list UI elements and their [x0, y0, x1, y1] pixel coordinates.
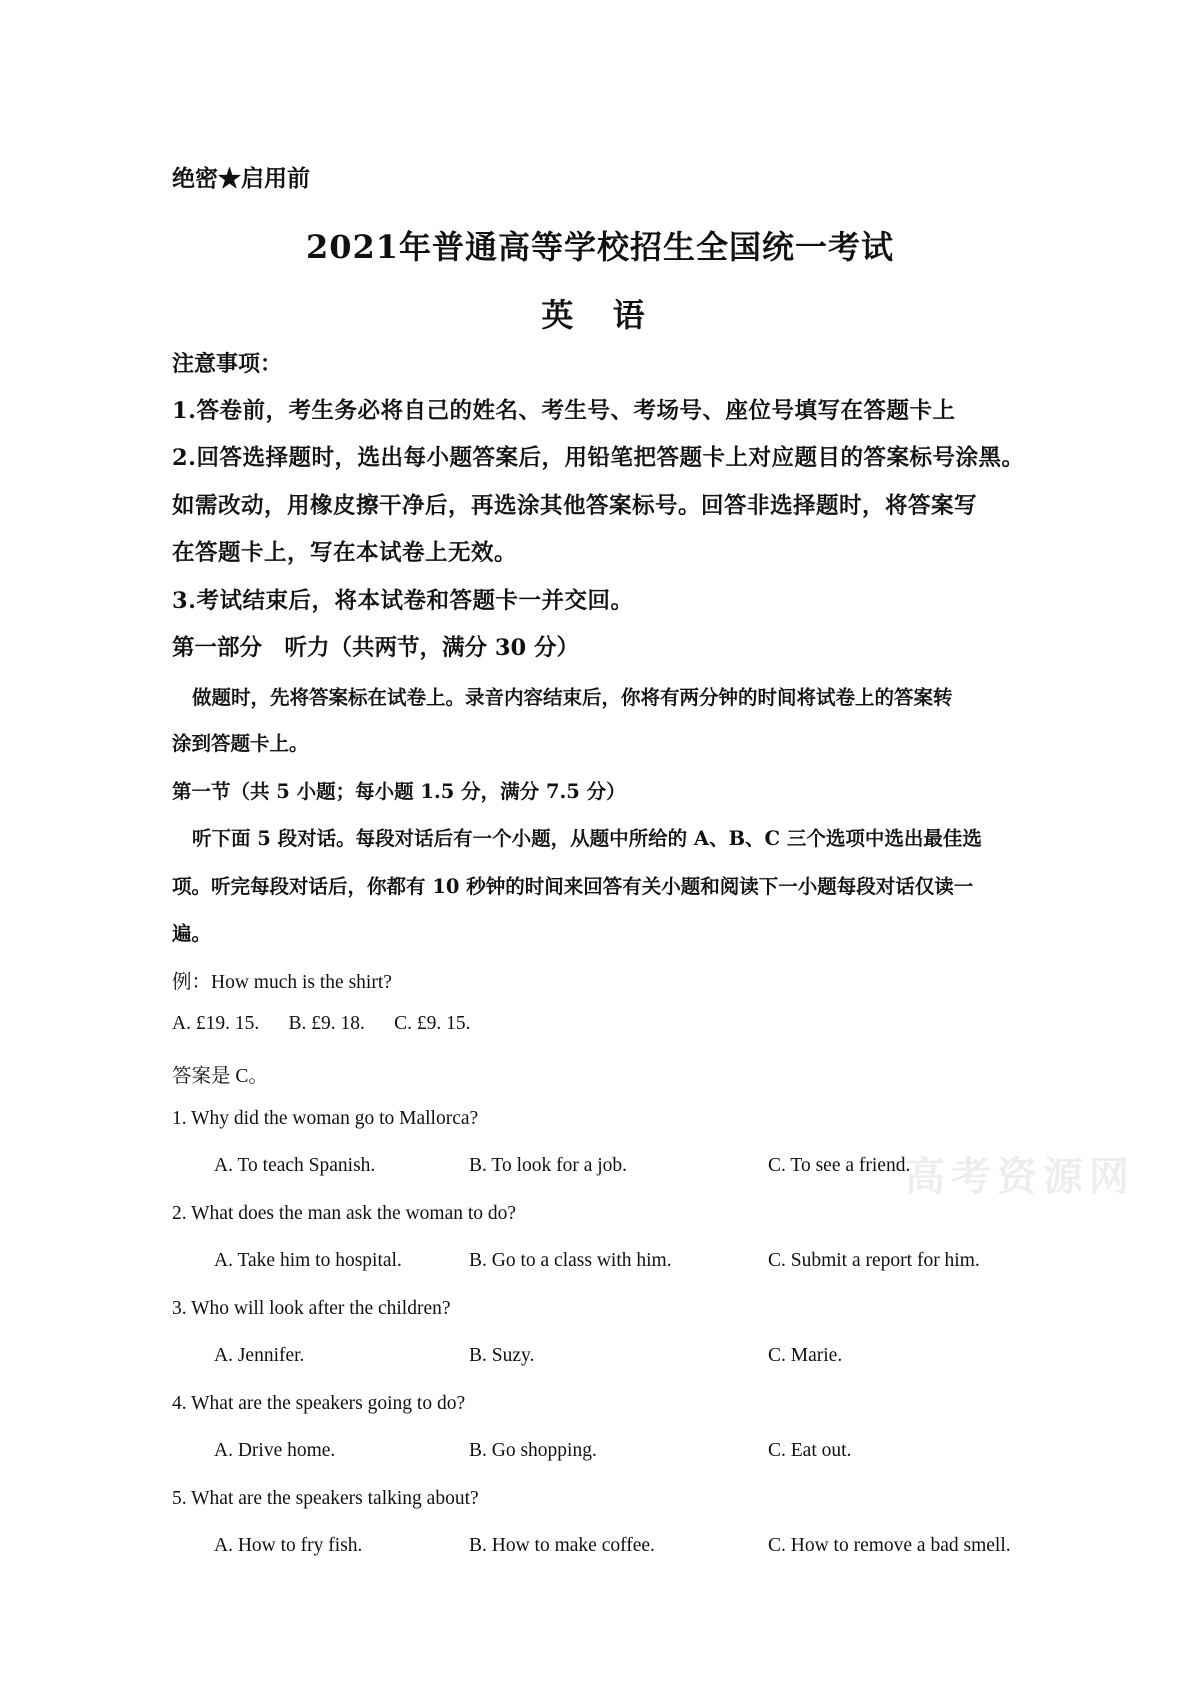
- q1-option-b: B. To look for a job.: [469, 1155, 628, 1176]
- example-options: A. £19. 15. B. £9. 18. C. £9. 15.: [172, 1013, 471, 1034]
- q3-option-b: B. Suzy.: [469, 1345, 535, 1366]
- q3-option-c: C. Marie.: [768, 1345, 843, 1366]
- section-heading: 第一节（共 5 小题；每小题 1.5 分，满分 7.5 分）: [172, 780, 626, 803]
- section-intro-line1: 听下面 5 段对话。每段对话后有一个小题，从题中所给的 A、B、C 三个选项中选出最佳选: [192, 827, 982, 850]
- part-heading: 第一部分 听力（共两节，满分 30 分）: [172, 635, 579, 661]
- question-3: 3. Who will look after the children?: [172, 1298, 451, 1319]
- notice-heading: 注意事项：: [172, 351, 283, 377]
- notice-item-3: 3.考试结束后，将本试卷和答题卡一并交回。: [172, 588, 634, 614]
- notice-item-2-cont: 如需改动，用橡皮擦干净后，再选涂其他答案标号。回答非选择题时，将答案写: [172, 493, 978, 519]
- example-answer: 答案是 C。: [172, 1066, 268, 1087]
- q2-option-b: B. Go to a class with him.: [469, 1250, 672, 1271]
- q1-option-a: A. To teach Spanish.: [214, 1155, 376, 1176]
- q4-option-b: B. Go shopping.: [469, 1440, 597, 1461]
- section-intro-line3: 遍。: [172, 922, 212, 945]
- q1-option-c: C. To see a friend.: [768, 1155, 911, 1176]
- q3-option-a: A. Jennifer.: [214, 1345, 305, 1366]
- part-intro-line2: 涂到答题卡上。: [172, 732, 309, 755]
- q4-option-c: C. Eat out.: [768, 1440, 852, 1461]
- subject-title: 英 语: [541, 296, 659, 334]
- q2-option-a: A. Take him to hospital.: [214, 1250, 402, 1271]
- example-question: 例：How much is the shirt?: [172, 972, 392, 993]
- q5-option-b: B. How to make coffee.: [469, 1535, 655, 1556]
- question-2: 2. What does the man ask the woman to do?: [172, 1203, 517, 1224]
- question-4: 4. What are the speakers going to do?: [172, 1393, 466, 1414]
- part-intro-line1: 做题时，先将答案标在试卷上。录音内容结束后，你将有两分钟的时间将试卷上的答案转: [192, 686, 953, 709]
- confidential-mark: 绝密★启用前: [172, 165, 310, 192]
- question-1: 1. Why did the woman go to Mallorca?: [172, 1108, 479, 1129]
- q5-option-c: C. How to remove a bad smell.: [768, 1535, 1011, 1556]
- q4-option-a: A. Drive home.: [214, 1440, 336, 1461]
- question-5: 5. What are the speakers talking about?: [172, 1488, 479, 1509]
- exam-title: 2021年普通高等学校招生全国统一考试: [305, 228, 895, 266]
- notice-item-2-cont2: 在答题卡上，写在本试卷上无效。: [172, 540, 518, 566]
- watermark-logo: 高考资源网: [905, 1153, 1135, 1200]
- notice-item-2: 2.回答选择题时，选出每小题答案后，用铅笔把答题卡上对应题目的答案标号涂黑。: [172, 445, 1025, 471]
- q2-option-c: C. Submit a report for him.: [768, 1250, 980, 1271]
- notice-item-1: 1.答卷前，考生务必将自己的姓名、考生号、考场号、座位号填写在答题卡上: [172, 398, 956, 424]
- section-intro-line2: 项。听完每段对话后，你都有 10 秒钟的时间来回答有关小题和阅读下一小题每段对话仅读一: [172, 875, 974, 898]
- q5-option-a: A. How to fry fish.: [214, 1535, 363, 1556]
